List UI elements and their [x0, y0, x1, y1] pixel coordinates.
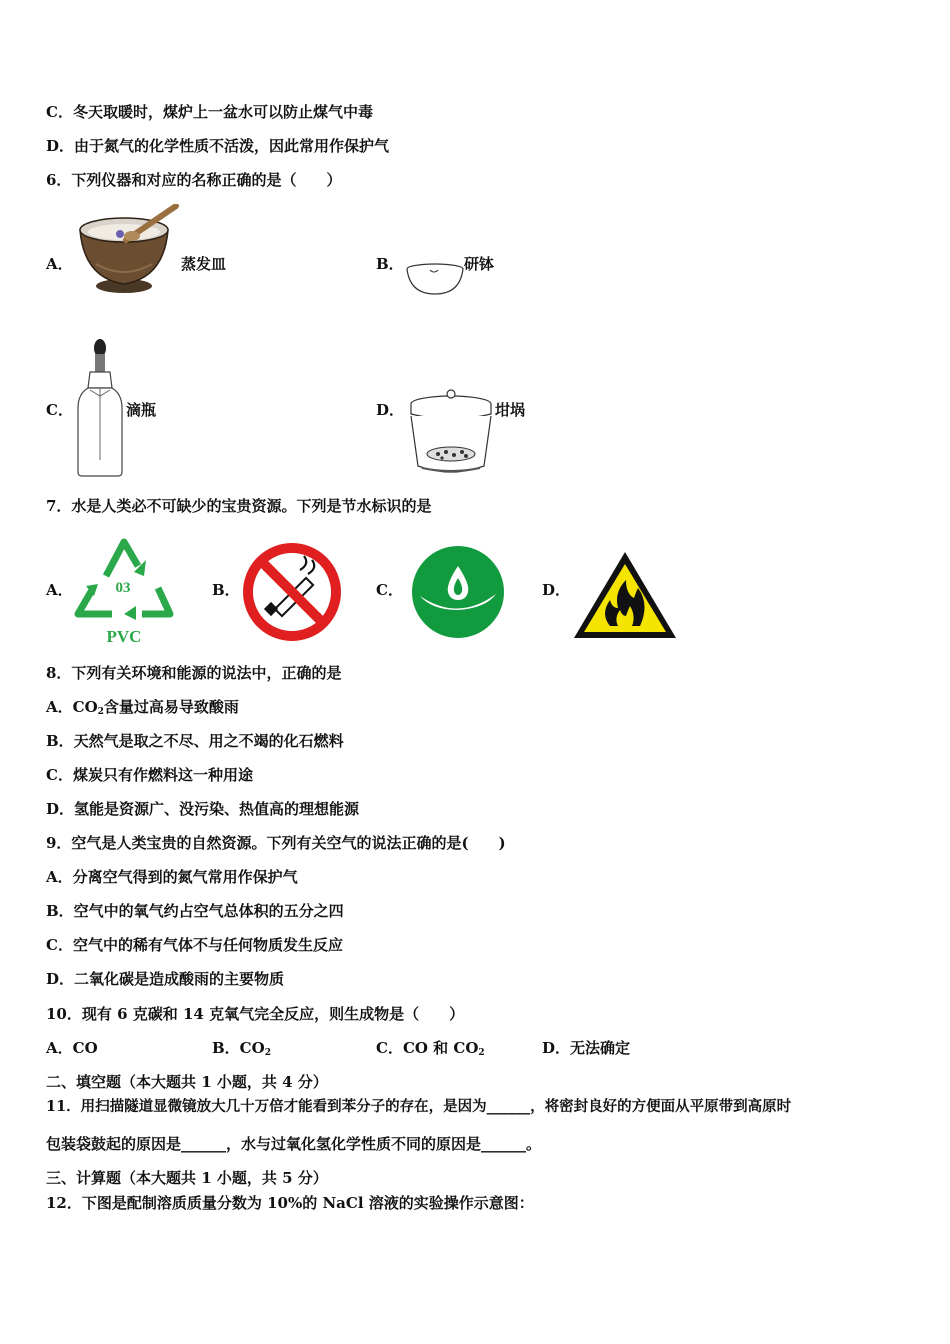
q8-option-a: A．$CO_2$含量过高易导致酸雨	[46, 698, 239, 717]
q9-option-b: B．空气中的氧气约占空气总体积的五分之四	[46, 902, 344, 920]
q11-line-2: 包装袋鼓起的原因是______，水与过氧化氢化学性质不同的原因是______。	[46, 1135, 542, 1153]
recycle-pvc-icon	[72, 532, 176, 648]
q6-stem: 6．下列仪器和对应的名称正确的是（ ）	[46, 171, 342, 189]
q11-line-1: 11．用扫描隧道显微镜放大几十万倍才能看到苯分子的存在，是因为______，将密封良好的方便面从平原带到高原时	[46, 1098, 792, 1115]
no-smoking-icon	[242, 542, 342, 642]
mortar-pestle-image	[74, 204, 180, 296]
q6-option-d-letter: D．	[376, 401, 405, 419]
q6-option-b-letter: B．	[376, 255, 404, 273]
q7-option-c-letter: C．	[376, 581, 403, 599]
q10-option-c: C．CO 和 $CO_2$	[376, 1039, 485, 1058]
q6-option-a-name: 蒸发皿	[181, 255, 227, 273]
section-3-heading: 三、计算题（本大题共 1 小题，共 5 分）	[46, 1169, 328, 1187]
q9-option-a: A．分离空气得到的氮气常用作保护气	[46, 868, 298, 886]
q7-option-b-letter: B．	[212, 581, 240, 599]
q10-option-a: A．CO	[46, 1039, 98, 1057]
dropper-bottle-image	[74, 336, 128, 478]
q6-option-c-letter: C．	[46, 401, 73, 419]
q7-option-d-letter: D．	[542, 581, 571, 599]
q6-option-c-name: 滴瓶	[126, 401, 157, 419]
recycle-material-text: PVC	[106, 627, 142, 646]
q8-option-c: C．煤炭只有作燃料这一种用途	[46, 766, 253, 784]
q8-option-b: B．天然气是取之不尽、用之不竭的化石燃料	[46, 732, 344, 750]
water-saving-icon	[410, 544, 506, 640]
q6-option-a-letter: A．	[46, 255, 73, 273]
q10-stem: 10．现有 6 克碳和 14 克氧气完全反应，则生成物是（ ）	[46, 1005, 465, 1023]
evaporating-dish-image	[404, 262, 466, 298]
recycle-code-text: 03	[115, 580, 131, 596]
q6-option-d-name: 坩埚	[495, 401, 526, 419]
q12-stem: 12．下图是配制溶质质量分数为 10%的 NaCl 溶液的实验操作示意图：	[46, 1194, 534, 1212]
flammable-warning-icon	[570, 548, 680, 642]
q5-option-d: D．由于氮气的化学性质不活泼，因此常用作保护气	[46, 137, 390, 155]
q10-option-d: D．无法确定	[542, 1039, 631, 1057]
q8-option-d: D．氢能是资源广、没污染、热值高的理想能源	[46, 800, 360, 818]
q6-option-b-name: 研钵	[464, 255, 495, 273]
q9-option-d: D．二氧化碳是造成酸雨的主要物质	[46, 970, 285, 988]
q10-option-b: B．$CO_2$	[212, 1039, 271, 1058]
crucible-image	[404, 386, 498, 480]
q5-option-c: C．冬天取暖时，煤炉上一盆水可以防止煤气中毒	[46, 103, 373, 121]
section-2-heading: 二、填空题（本大题共 1 小题，共 4 分）	[46, 1073, 328, 1091]
q7-option-a-letter: A．	[46, 581, 73, 599]
q7-stem: 7．水是人类必不可缺少的宝贵资源。下列是节水标识的是	[46, 497, 432, 515]
q8-stem: 8．下列有关环境和能源的说法中，正确的是	[46, 664, 342, 682]
q9-stem: 9．空气是人类宝贵的自然资源。下列有关空气的说法正确的是( )	[46, 834, 506, 852]
q9-option-c: C．空气中的稀有气体不与任何物质发生反应	[46, 936, 343, 954]
